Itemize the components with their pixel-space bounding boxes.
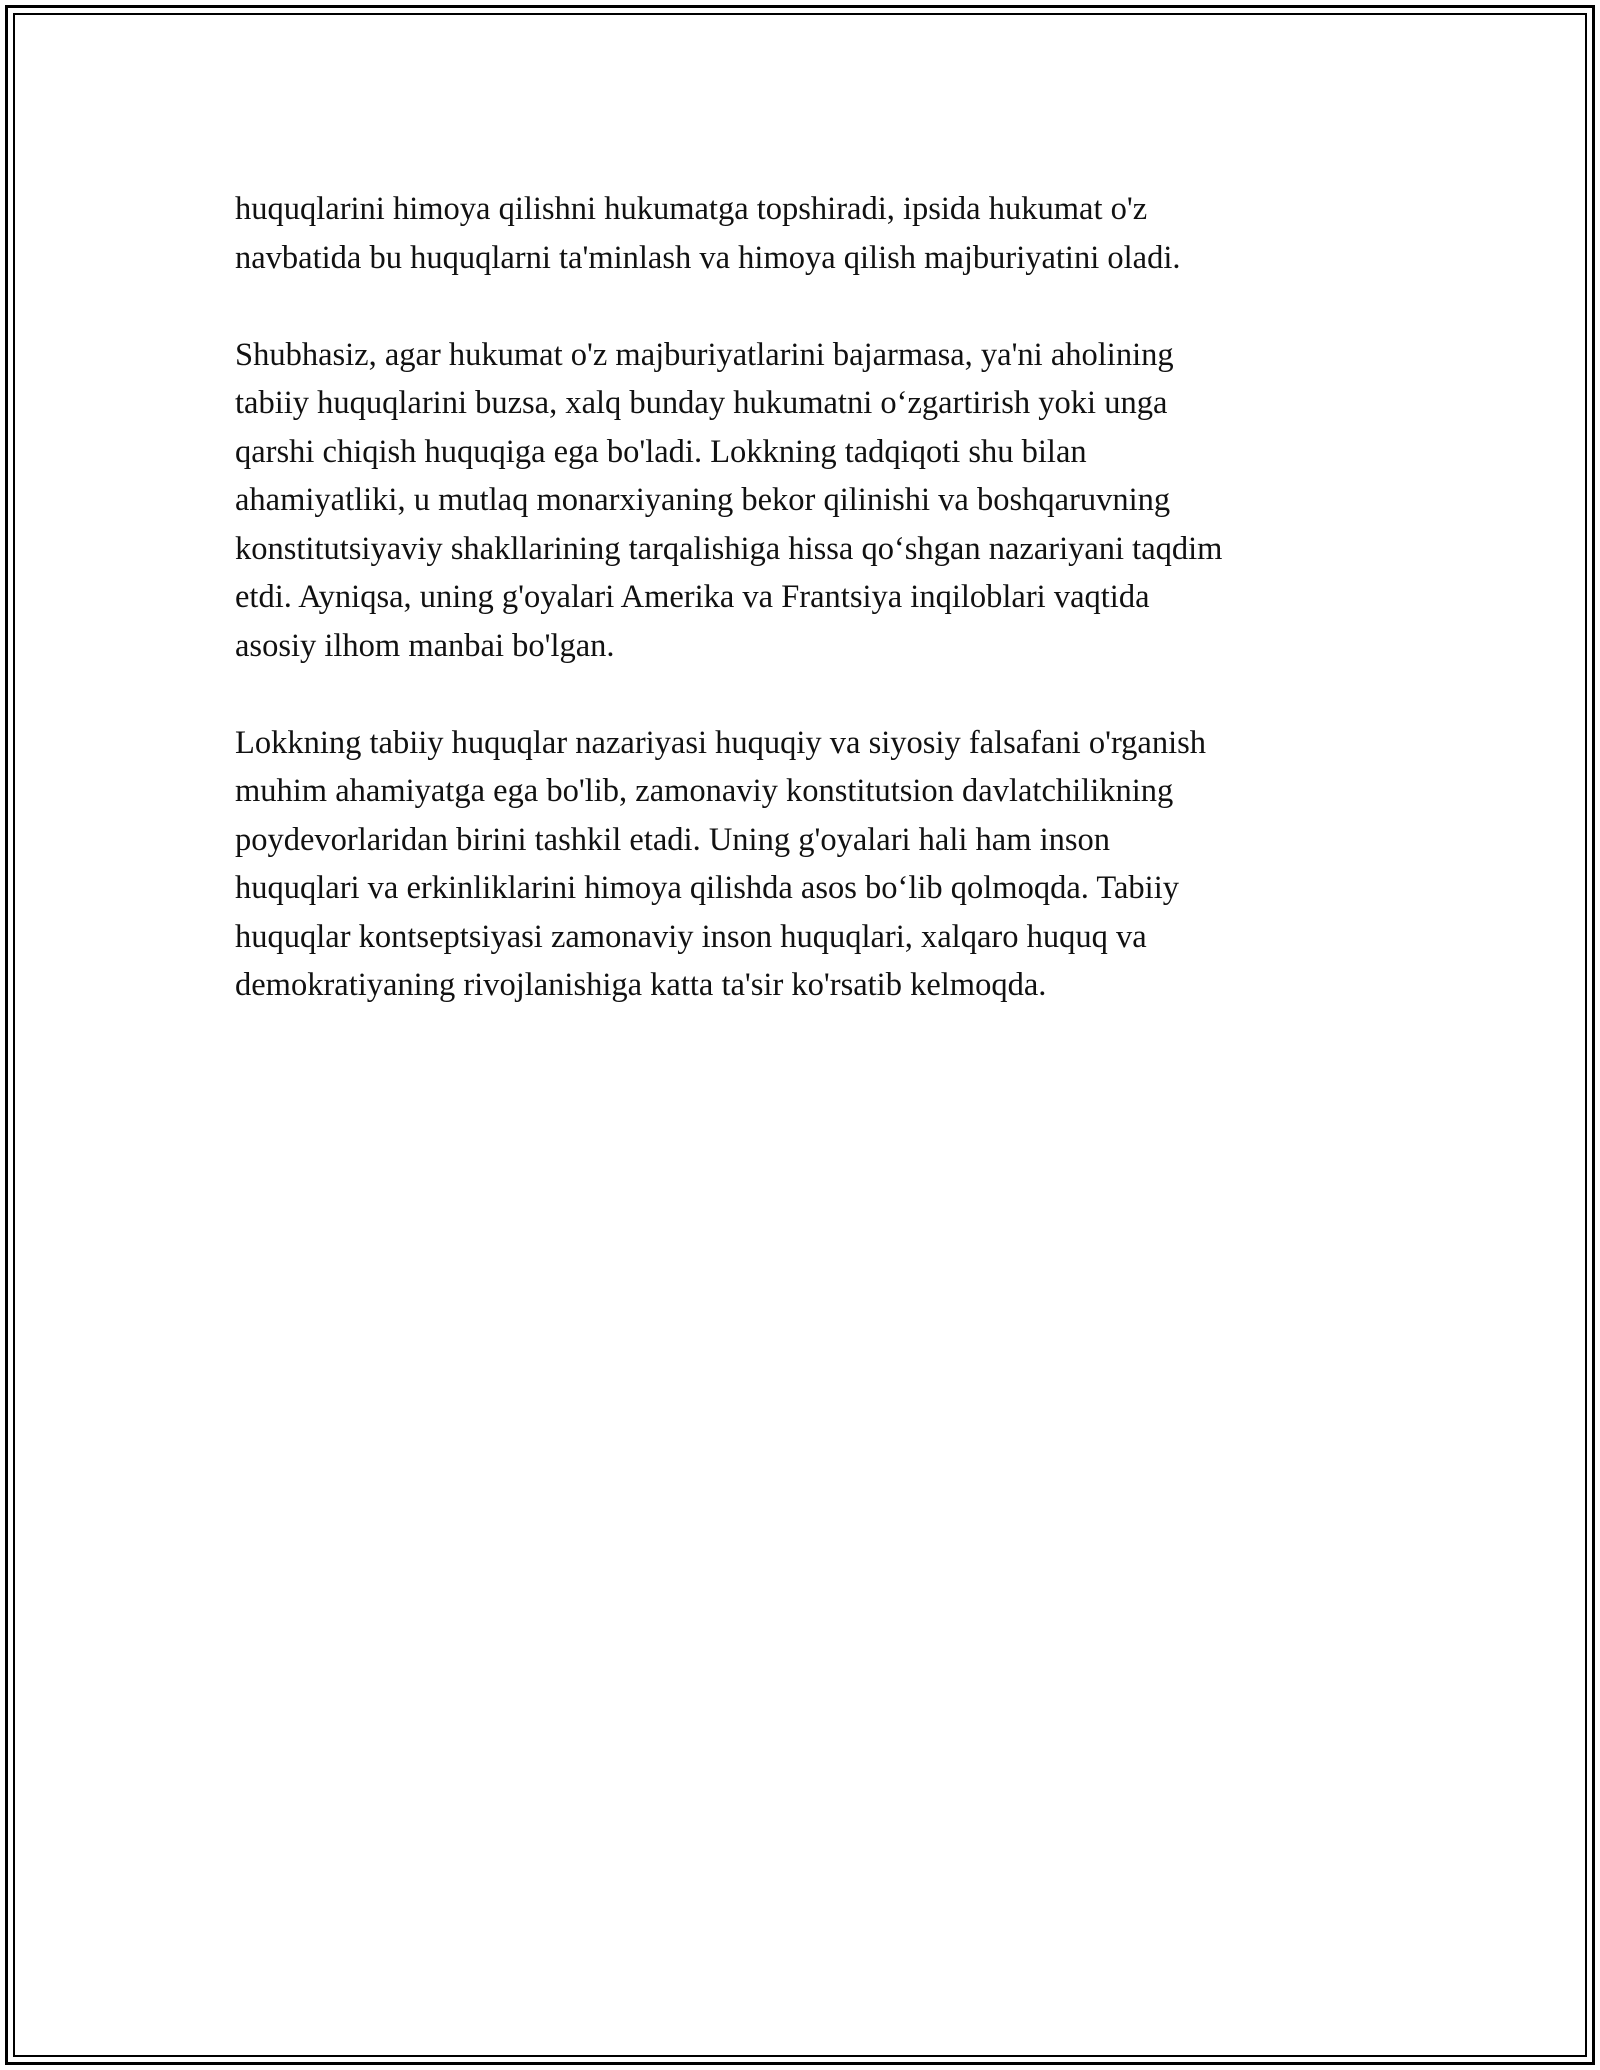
text-line: poydevorlaridan birini tashkil etadi. Uning g'oyalari hali ham inson [235,821,1111,858]
text-line: Shubhasiz, agar hukumat o'z majburiyatlarini bajarmasa, ya'ni aholining [235,336,1174,373]
text-line: etdi. Ayniqsa, uning g'oyalari Amerika va Frantsiya inqiloblari vaqtida [235,579,1150,615]
text-line: konstitutsiyaviy shakllarining tarqalishiga hissa qo‘shgan nazariyani taqdim [235,530,1223,567]
text-line: tabiiy huquqlarini buzsa, xalq bunday hukumatni o‘zgartirish yoki unga [235,385,1168,421]
text-line: qarshi chiqish huquqiga ega bo'ladi. Lokkning tadqiqoti shu bilan [235,433,1087,470]
text-line: huquqlarini himoya qilishni hukumatga topshiradi, ipsida hukumat o'z [235,191,1148,227]
text-line: ahamiyatliki, u mutlaq monarxiyaning bekor qilinishi va boshqaruvning [235,482,1171,518]
text-line: huquqlar kontseptsiyasi zamonaviy inson huquqlari, xalqaro huquq va [235,918,1147,955]
paragraph-1 [235,185,1365,282]
paragraph-3 [235,719,1365,1010]
text-line: muhim ahamiyatga ega bo'lib, zamonaviy konstitutsion davlatchilikning [235,773,1174,809]
text-line: huquqlari va erkinliklarini himoya qilishda asos bo‘lib qolmoqda. Tabiiy [235,870,1179,906]
text-line: demokratiyaning rivojlanishiga katta ta'sir ko'rsatib kelmoqda. [235,967,1047,1003]
document-body [235,185,1365,1058]
text-line: asosiy ilhom manbai bo'lgan. [235,627,615,664]
paragraph-2 [235,331,1365,671]
text-line: Lokkning tabiiy huquqlar nazariyasi huquqiy va siyosiy falsafani o'rganish [235,724,1207,761]
text-line: navbatida bu huquqlarni ta'minlash va himoya qilish majburiyatini oladi. [235,239,1181,276]
